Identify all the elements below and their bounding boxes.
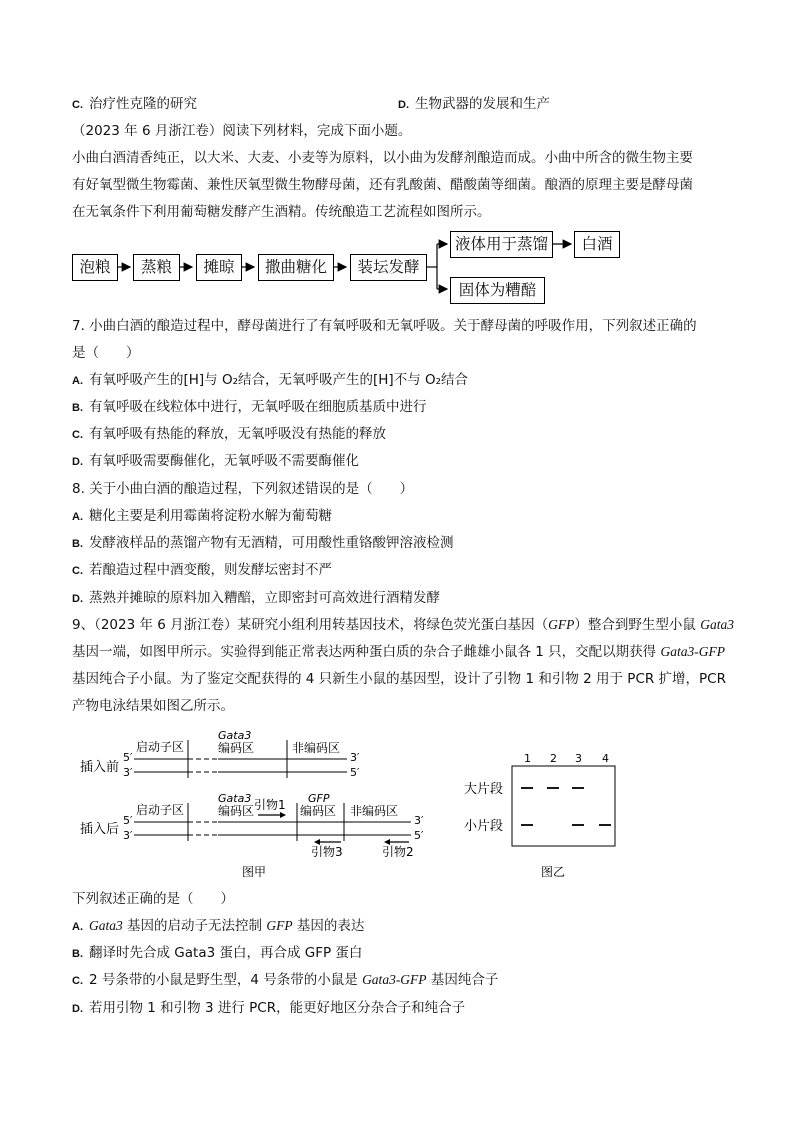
lane-label-4: 4 bbox=[602, 752, 609, 765]
step-saccharify: 撒曲糖化 bbox=[258, 254, 334, 281]
material-para-3: 在无氧条件下利用葡萄糖发酵产生酒精。传统酿造工艺流程如图所示。 bbox=[72, 204, 491, 220]
q9-option-b: B. 翻译时先合成 Gata3 蛋白，再合成 GFP 蛋白 bbox=[72, 945, 363, 961]
q8-option-c: C. 若酿造过程中酒变酸，则发酵坛密封不严 bbox=[72, 562, 332, 578]
primer3-label: 引物3 bbox=[311, 845, 343, 859]
after-gfp-label: GFP bbox=[308, 792, 330, 805]
before-promoter-label: 启动子区 bbox=[136, 740, 185, 754]
q8-option-b: B. 发酵液样品的蒸馏产物有无酒精，可用酸性重铬酸钾溶液检测 bbox=[72, 535, 454, 551]
primer3-arrowhead bbox=[314, 839, 320, 845]
branch-solid-residue: 固体为糟醅 bbox=[450, 277, 545, 304]
before-bottom-5-end: 5′ bbox=[350, 766, 360, 779]
before-top-5-end: 5′ bbox=[123, 751, 133, 764]
material-para-1: 小曲白酒清香纯正，以大米、大麦、小麦等为原料，以小曲为发酵剂酿造而成。小曲中所含的微生物主要 bbox=[72, 150, 693, 166]
row-before-label: 插入前 bbox=[80, 760, 120, 775]
before-gata3-label: Gata3 bbox=[218, 729, 252, 742]
before-coding-label: 编码区 bbox=[218, 741, 255, 755]
q7-option-a: A. 有氧呼吸产生的[H]与 O₂结合，无氧呼吸产生的[H]不与 O₂结合 bbox=[72, 372, 469, 388]
q9-option-c: C. 2 号条带的小鼠是野生型，4 号条带的小鼠是 Gata3-GFP 基因纯合子 bbox=[72, 972, 499, 988]
primer2-arrowhead bbox=[384, 839, 390, 845]
large-fragment-label: 大片段 bbox=[464, 782, 504, 797]
q9-stem-4: 产物电泳结果如图乙所示。 bbox=[72, 698, 234, 714]
after-top-3-end: 3′ bbox=[414, 814, 424, 827]
primer1-arrowhead bbox=[280, 812, 286, 818]
after-gfp-coding-label: 编码区 bbox=[300, 804, 337, 818]
q7-stem-2: 是（ ） bbox=[72, 345, 140, 361]
before-bottom-3-end: 3′ bbox=[123, 766, 133, 779]
row-after-label: 插入后 bbox=[80, 822, 120, 837]
step-steam: 蒸粮 bbox=[133, 254, 180, 281]
top-option-c: C. 治疗性克隆的研究 bbox=[72, 96, 197, 112]
step-soak: 泡粮 bbox=[72, 254, 118, 281]
after-noncoding-label: 非编码区 bbox=[350, 804, 399, 818]
lane-labels bbox=[524, 752, 609, 765]
figure-jia-caption: 图甲 bbox=[242, 865, 267, 879]
top-option-d: D. 生物武器的发展和生产 bbox=[398, 96, 550, 112]
process-flowchart bbox=[0, 0, 794, 310]
after-coding-label: 编码区 bbox=[218, 804, 255, 818]
after-top-5-end: 5′ bbox=[123, 814, 133, 827]
q7-stem-1: 7. 小曲白酒的酿造过程中，酵母菌进行了有氧呼吸和无氧呼吸。关于酵母菌的呼吸作用，下列叙述正确的 bbox=[72, 318, 697, 334]
q9-stem-1: 9、（2023 年 6 月浙江卷）某研究小组利用转基因技术，将绿色荧光蛋白基因（GFP）整合到野生型小鼠 Gata3 bbox=[72, 617, 734, 633]
after-promoter-label: 启动子区 bbox=[136, 803, 185, 817]
primer1-label: 引物1 bbox=[254, 798, 286, 812]
q7-option-c: C. 有氧呼吸有热能的释放，无氧呼吸没有热能的释放 bbox=[72, 426, 386, 442]
gel-frame bbox=[512, 766, 615, 846]
after-bottom-3-end: 3′ bbox=[123, 829, 133, 842]
bands bbox=[521, 788, 611, 825]
branch-liquid-distill: 液体用于蒸馏 bbox=[450, 231, 553, 258]
before-top-3-end: 3′ bbox=[350, 751, 360, 764]
step-ferment: 装坛发酵 bbox=[350, 254, 427, 281]
result-baijiu: 白酒 bbox=[574, 231, 620, 258]
after-bottom-5-end: 5′ bbox=[414, 829, 424, 842]
q8-option-a: A. 糖化主要是利用霉菌将淀粉水解为葡萄糖 bbox=[72, 508, 332, 524]
lane-label-2: 2 bbox=[550, 752, 557, 765]
q9-option-a: A. Gata3 基因的启动子无法控制 GFP 基因的表达 bbox=[72, 918, 365, 934]
q7-option-d: D. 有氧呼吸需要酶催化，无氧呼吸不需要酶催化 bbox=[72, 453, 359, 469]
q8-stem: 8. 关于小曲白酒的酿造过程，下列叙述错误的是（ ） bbox=[72, 481, 414, 497]
source-line: （2023 年 6 月浙江卷）阅读下列材料，完成下面小题。 bbox=[72, 123, 412, 139]
primer2-label: 引物2 bbox=[382, 845, 414, 859]
after-gata3-label: Gata3 bbox=[218, 792, 252, 805]
small-fragment-label: 小片段 bbox=[464, 819, 504, 834]
figure-yi-caption: 图乙 bbox=[541, 865, 566, 879]
before-noncoding-label: 非编码区 bbox=[292, 741, 341, 755]
q9-stem-2: 基因一端，如图甲所示。实验得到能正常表达两种蛋白质的杂合子雌雄小鼠各 1 只，交配以期获得 Gata3-GFP bbox=[72, 644, 725, 660]
q9-option-d: D. 若用引物 1 和引物 3 进行 PCR，能更好地区分杂合子和纯合子 bbox=[72, 1000, 466, 1016]
q7-option-b: B. 有氧呼吸在线粒体中进行，无氧呼吸在细胞质基质中进行 bbox=[72, 399, 427, 415]
q8-option-d: D. 蒸熟并摊晾的原料加入糟醅，立即密封可高效进行酒精发酵 bbox=[72, 590, 440, 606]
lane-label-3: 3 bbox=[575, 752, 582, 765]
step-spread-cool: 摊晾 bbox=[196, 254, 242, 281]
material-para-2: 有好氧型微生物霉菌、兼性厌氧型微生物酵母菌，还有乳酸菌、醋酸菌等细菌。酿酒的原理主要是酵母菌 bbox=[72, 177, 693, 193]
q9-stem-3: 基因纯合子小鼠。为了鉴定交配获得的 4 只新生小鼠的基因型，设计了引物 1 和引物 2 用于 PCR 扩增，PCR bbox=[72, 671, 726, 687]
q9-question-prompt: 下列叙述正确的是（ ） bbox=[72, 891, 234, 907]
lane-label-1: 1 bbox=[524, 752, 531, 765]
